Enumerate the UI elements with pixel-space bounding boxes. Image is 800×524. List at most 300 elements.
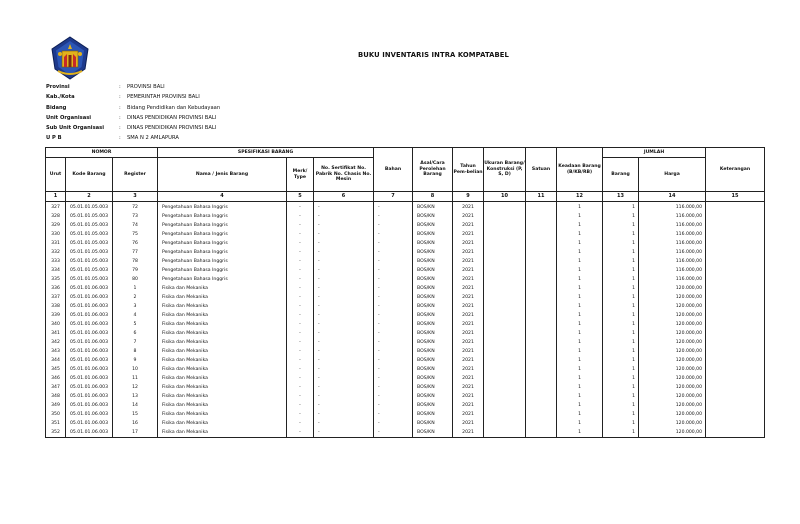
bali-province-emblem-icon xyxy=(48,35,92,81)
table-row xyxy=(46,293,765,302)
table-row xyxy=(46,230,765,239)
cell-register: 14 xyxy=(113,401,158,410)
info-label: Kab./Kota xyxy=(46,94,75,101)
column-header-nama: Nama / Jenis Barang xyxy=(158,158,287,192)
cell-satuan xyxy=(526,221,557,230)
cell-register: 15 xyxy=(113,410,158,419)
cell-nama-barang: Fisika dan Mekanika xyxy=(158,365,287,374)
cell-jumlah-barang: 1 xyxy=(603,212,639,221)
column-header-kode: Kode Barang xyxy=(66,158,113,192)
cell-kode-barang: 05.01.01.06.003 xyxy=(66,419,113,428)
cell-ukuran xyxy=(484,383,526,392)
column-number: 10 xyxy=(484,192,526,202)
cell-register: 7 xyxy=(113,338,158,347)
cell-satuan xyxy=(526,347,557,356)
cell-nama-barang: Fisika dan Mekanika xyxy=(158,347,287,356)
cell-harga: 116.000,00 xyxy=(639,239,706,248)
cell-tahun: 2021 xyxy=(453,311,484,320)
cell-jumlah-barang: 1 xyxy=(603,302,639,311)
column-header-sertifikat: No. Sertifikat No. Pabrik No. Chasis No. Mesin xyxy=(314,158,374,192)
cell-satuan xyxy=(526,401,557,410)
cell-harga: 120.000,00 xyxy=(639,374,706,383)
cell-jumlah-barang: 1 xyxy=(603,401,639,410)
cell-sertifikat: - xyxy=(314,266,374,275)
cell-urut: 351 xyxy=(46,419,66,428)
cell-jumlah-barang: 1 xyxy=(603,365,639,374)
cell-kode-barang: 05.01.01.06.003 xyxy=(66,347,113,356)
column-header-ukuran: Ukuran Barang/ Konstruksi (P, S, D) xyxy=(484,148,526,192)
cell-register: 10 xyxy=(113,365,158,374)
cell-keterangan xyxy=(706,419,765,428)
cell-harga: 120.000,00 xyxy=(639,329,706,338)
cell-tahun: 2021 xyxy=(453,239,484,248)
cell-ukuran xyxy=(484,320,526,329)
column-header-harga: Harga xyxy=(639,158,706,192)
cell-satuan xyxy=(526,212,557,221)
document-title: BUKU INVENTARIS INTRA KOMPATABEL xyxy=(358,51,509,59)
cell-tahun: 2021 xyxy=(453,356,484,365)
cell-jumlah-barang: 1 xyxy=(603,320,639,329)
cell-jumlah-barang: 1 xyxy=(603,338,639,347)
cell-asal: BOS/KN xyxy=(413,293,453,302)
cell-asal: BOS/KN xyxy=(413,338,453,347)
cell-jumlah-barang: 1 xyxy=(603,257,639,266)
cell-bahan: - xyxy=(374,392,413,401)
cell-harga: 120.000,00 xyxy=(639,401,706,410)
cell-harga: 120.000,00 xyxy=(639,311,706,320)
cell-keadaan: 1 xyxy=(557,374,603,383)
cell-sertifikat: - xyxy=(314,383,374,392)
cell-tahun: 2021 xyxy=(453,212,484,221)
table-row xyxy=(46,365,765,374)
cell-tahun: 2021 xyxy=(453,275,484,284)
table-row xyxy=(46,392,765,401)
cell-ukuran xyxy=(484,374,526,383)
cell-ukuran xyxy=(484,347,526,356)
cell-jumlah-barang: 1 xyxy=(603,347,639,356)
info-label: Provinsi xyxy=(46,84,70,90)
info-value: SMA N 2 AMLAPURA xyxy=(127,135,179,142)
cell-keadaan: 1 xyxy=(557,401,603,410)
cell-tahun: 2021 xyxy=(453,284,484,293)
cell-satuan xyxy=(526,365,557,374)
cell-keadaan: 1 xyxy=(557,202,603,213)
cell-nama-barang: Pengetahuan Bahasa Inggris xyxy=(158,230,287,239)
cell-keterangan xyxy=(706,275,765,284)
column-header-register: Register xyxy=(113,158,158,192)
cell-keterangan xyxy=(706,202,765,213)
cell-urut: 330 xyxy=(46,230,66,239)
cell-keterangan xyxy=(706,221,765,230)
cell-nama-barang: Fisika dan Mekanika xyxy=(158,356,287,365)
cell-register: 6 xyxy=(113,329,158,338)
table-row xyxy=(46,338,765,347)
cell-bahan: - xyxy=(374,239,413,248)
column-number: 3 xyxy=(113,192,158,202)
cell-jumlah-barang: 1 xyxy=(603,202,639,213)
cell-keadaan: 1 xyxy=(557,230,603,239)
cell-sertifikat: - xyxy=(314,212,374,221)
cell-bahan: - xyxy=(374,248,413,257)
cell-tahun: 2021 xyxy=(453,302,484,311)
table-row xyxy=(46,329,765,338)
cell-asal: BOS/KN xyxy=(413,392,453,401)
cell-satuan xyxy=(526,383,557,392)
cell-urut: 327 xyxy=(46,202,66,213)
info-label: U P B xyxy=(46,135,62,142)
cell-urut: 338 xyxy=(46,302,66,311)
cell-keterangan xyxy=(706,212,765,221)
cell-bahan: - xyxy=(374,401,413,410)
cell-sertifikat: - xyxy=(314,302,374,311)
column-header-asal: Asal/Cara Perolehan Barang xyxy=(413,148,453,192)
cell-kode-barang: 05.01.01.06.003 xyxy=(66,428,113,438)
cell-bahan: - xyxy=(374,202,413,213)
cell-asal: BOS/KN xyxy=(413,356,453,365)
cell-jumlah-barang: 1 xyxy=(603,239,639,248)
cell-satuan xyxy=(526,266,557,275)
cell-merk: - xyxy=(287,428,314,438)
cell-kode-barang: 05.01.01.06.003 xyxy=(66,356,113,365)
cell-ukuran xyxy=(484,293,526,302)
cell-register: 4 xyxy=(113,311,158,320)
cell-harga: 116.000,00 xyxy=(639,202,706,213)
cell-satuan xyxy=(526,356,557,365)
cell-jumlah-barang: 1 xyxy=(603,275,639,284)
cell-satuan xyxy=(526,239,557,248)
table-row xyxy=(46,284,765,293)
cell-keadaan: 1 xyxy=(557,419,603,428)
cell-ukuran xyxy=(484,392,526,401)
column-number: 4 xyxy=(158,192,287,202)
cell-sertifikat: - xyxy=(314,356,374,365)
cell-harga: 120.000,00 xyxy=(639,428,706,438)
cell-satuan xyxy=(526,293,557,302)
column-number-row xyxy=(46,192,765,202)
cell-nama-barang: Fisika dan Mekanika xyxy=(158,329,287,338)
group-header-spesifikasi: SPESIFIKASI BARANG xyxy=(158,148,374,158)
cell-kode-barang: 05.01.01.05.003 xyxy=(66,275,113,284)
cell-ukuran xyxy=(484,266,526,275)
cell-asal: BOS/KN xyxy=(413,329,453,338)
cell-sertifikat: - xyxy=(314,275,374,284)
cell-satuan xyxy=(526,284,557,293)
cell-harga: 120.000,00 xyxy=(639,356,706,365)
cell-ukuran xyxy=(484,428,526,438)
cell-asal: BOS/KN xyxy=(413,212,453,221)
cell-sertifikat: - xyxy=(314,248,374,257)
cell-asal: BOS/KN xyxy=(413,284,453,293)
cell-jumlah-barang: 1 xyxy=(603,356,639,365)
cell-nama-barang: Pengetahuan Bahasa Inggris xyxy=(158,212,287,221)
cell-satuan xyxy=(526,338,557,347)
column-number: 7 xyxy=(374,192,413,202)
cell-merk: - xyxy=(287,239,314,248)
cell-nama-barang: Fisika dan Mekanika xyxy=(158,419,287,428)
cell-keterangan xyxy=(706,293,765,302)
cell-sertifikat: - xyxy=(314,311,374,320)
cell-bahan: - xyxy=(374,212,413,221)
column-header-merk: Merk/ Type xyxy=(287,158,314,192)
table-row xyxy=(46,410,765,419)
cell-merk: - xyxy=(287,419,314,428)
column-number: 14 xyxy=(639,192,706,202)
cell-harga: 120.000,00 xyxy=(639,338,706,347)
cell-tahun: 2021 xyxy=(453,320,484,329)
cell-register: 8 xyxy=(113,347,158,356)
cell-ukuran xyxy=(484,356,526,365)
cell-kode-barang: 05.01.01.06.003 xyxy=(66,383,113,392)
cell-merk: - xyxy=(287,365,314,374)
cell-keadaan: 1 xyxy=(557,239,603,248)
cell-bahan: - xyxy=(374,293,413,302)
cell-asal: BOS/KN xyxy=(413,248,453,257)
cell-asal: BOS/KN xyxy=(413,320,453,329)
cell-kode-barang: 05.01.01.06.003 xyxy=(66,320,113,329)
cell-harga: 120.000,00 xyxy=(639,419,706,428)
cell-keterangan xyxy=(706,410,765,419)
cell-urut: 337 xyxy=(46,293,66,302)
cell-tahun: 2021 xyxy=(453,329,484,338)
cell-harga: 120.000,00 xyxy=(639,302,706,311)
cell-sertifikat: - xyxy=(314,320,374,329)
cell-register: 9 xyxy=(113,356,158,365)
cell-merk: - xyxy=(287,230,314,239)
cell-merk: - xyxy=(287,248,314,257)
cell-register: 11 xyxy=(113,374,158,383)
cell-urut: 328 xyxy=(46,212,66,221)
cell-satuan xyxy=(526,392,557,401)
cell-tahun: 2021 xyxy=(453,428,484,438)
cell-nama-barang: Fisika dan Mekanika xyxy=(158,320,287,329)
cell-register: 17 xyxy=(113,428,158,438)
info-row-provinsi: Provinsi : PROVINSI BALI xyxy=(46,82,220,92)
cell-nama-barang: Fisika dan Mekanika xyxy=(158,383,287,392)
cell-urut: 347 xyxy=(46,383,66,392)
cell-sertifikat: - xyxy=(314,428,374,438)
cell-jumlah-barang: 1 xyxy=(603,410,639,419)
cell-nama-barang: Pengetahuan Bahasa Inggris xyxy=(158,266,287,275)
cell-merk: - xyxy=(287,329,314,338)
cell-keterangan xyxy=(706,428,765,438)
cell-register: 72 xyxy=(113,202,158,213)
cell-nama-barang: Fisika dan Mekanika xyxy=(158,338,287,347)
info-row-upb: U P B : SMA N 2 AMLAPURA xyxy=(46,133,220,143)
cell-merk: - xyxy=(287,212,314,221)
cell-asal: BOS/KN xyxy=(413,428,453,438)
cell-bahan: - xyxy=(374,356,413,365)
cell-urut: 343 xyxy=(46,347,66,356)
inventory-table xyxy=(45,147,765,438)
cell-bahan: - xyxy=(374,266,413,275)
cell-keadaan: 1 xyxy=(557,302,603,311)
cell-bahan: - xyxy=(374,275,413,284)
cell-harga: 120.000,00 xyxy=(639,392,706,401)
cell-keterangan xyxy=(706,266,765,275)
cell-kode-barang: 05.01.01.06.003 xyxy=(66,392,113,401)
cell-jumlah-barang: 1 xyxy=(603,248,639,257)
table-row xyxy=(46,428,765,438)
cell-bahan: - xyxy=(374,230,413,239)
cell-sertifikat: - xyxy=(314,338,374,347)
cell-harga: 116.000,00 xyxy=(639,257,706,266)
cell-urut: 350 xyxy=(46,410,66,419)
cell-asal: BOS/KN xyxy=(413,221,453,230)
cell-register: 76 xyxy=(113,239,158,248)
cell-asal: BOS/KN xyxy=(413,419,453,428)
cell-keterangan xyxy=(706,383,765,392)
cell-kode-barang: 05.01.01.06.003 xyxy=(66,410,113,419)
cell-harga: 120.000,00 xyxy=(639,365,706,374)
cell-kode-barang: 05.01.01.05.003 xyxy=(66,221,113,230)
cell-sertifikat: - xyxy=(314,202,374,213)
cell-keterangan xyxy=(706,338,765,347)
cell-harga: 116.000,00 xyxy=(639,266,706,275)
cell-ukuran xyxy=(484,410,526,419)
cell-keterangan xyxy=(706,356,765,365)
cell-keadaan: 1 xyxy=(557,293,603,302)
cell-nama-barang: Fisika dan Mekanika xyxy=(158,284,287,293)
column-header-keadaan: Keadaan Barang (B/KB/RB) xyxy=(557,148,603,192)
cell-jumlah-barang: 1 xyxy=(603,230,639,239)
cell-ukuran xyxy=(484,230,526,239)
cell-register: 77 xyxy=(113,248,158,257)
table-row xyxy=(46,374,765,383)
cell-merk: - xyxy=(287,374,314,383)
cell-bahan: - xyxy=(374,257,413,266)
cell-kode-barang: 05.01.01.05.003 xyxy=(66,257,113,266)
cell-satuan xyxy=(526,230,557,239)
cell-ukuran xyxy=(484,212,526,221)
cell-tahun: 2021 xyxy=(453,293,484,302)
cell-ukuran xyxy=(484,401,526,410)
column-header-bahan: Bahan xyxy=(374,148,413,192)
cell-asal: BOS/KN xyxy=(413,311,453,320)
cell-bahan: - xyxy=(374,365,413,374)
cell-harga: 120.000,00 xyxy=(639,383,706,392)
cell-register: 13 xyxy=(113,392,158,401)
cell-harga: 120.000,00 xyxy=(639,347,706,356)
cell-asal: BOS/KN xyxy=(413,374,453,383)
cell-tahun: 2021 xyxy=(453,230,484,239)
cell-bahan: - xyxy=(374,302,413,311)
cell-keadaan: 1 xyxy=(557,329,603,338)
cell-bahan: - xyxy=(374,383,413,392)
table-row xyxy=(46,302,765,311)
cell-keadaan: 1 xyxy=(557,365,603,374)
cell-ukuran xyxy=(484,329,526,338)
cell-merk: - xyxy=(287,275,314,284)
cell-jumlah-barang: 1 xyxy=(603,419,639,428)
cell-ukuran xyxy=(484,257,526,266)
cell-asal: BOS/KN xyxy=(413,302,453,311)
cell-satuan xyxy=(526,257,557,266)
cell-nama-barang: Fisika dan Mekanika xyxy=(158,311,287,320)
cell-tahun: 2021 xyxy=(453,401,484,410)
cell-asal: BOS/KN xyxy=(413,202,453,213)
table-row xyxy=(46,257,765,266)
cell-keterangan xyxy=(706,239,765,248)
cell-satuan xyxy=(526,202,557,213)
cell-register: 16 xyxy=(113,419,158,428)
cell-satuan xyxy=(526,275,557,284)
cell-jumlah-barang: 1 xyxy=(603,221,639,230)
info-value: DINAS PENDIDIKAN PROVINSI BALI xyxy=(127,114,217,121)
cell-urut: 331 xyxy=(46,239,66,248)
cell-kode-barang: 05.01.01.06.003 xyxy=(66,365,113,374)
cell-keadaan: 1 xyxy=(557,311,603,320)
cell-ukuran xyxy=(484,419,526,428)
info-row-unit-organisasi: Unit Organisasi : DINAS PENDIDIKAN PROVINSI BALI xyxy=(46,113,220,123)
cell-urut: 333 xyxy=(46,257,66,266)
cell-keterangan xyxy=(706,248,765,257)
cell-keadaan: 1 xyxy=(557,266,603,275)
cell-sertifikat: - xyxy=(314,239,374,248)
cell-jumlah-barang: 1 xyxy=(603,266,639,275)
cell-nama-barang: Pengetahuan Bahasa Inggris xyxy=(158,202,287,213)
cell-nama-barang: Fisika dan Mekanika xyxy=(158,392,287,401)
table-row xyxy=(46,311,765,320)
cell-register: 74 xyxy=(113,221,158,230)
cell-kode-barang: 05.01.01.05.003 xyxy=(66,248,113,257)
cell-bahan: - xyxy=(374,374,413,383)
cell-ukuran xyxy=(484,239,526,248)
cell-tahun: 2021 xyxy=(453,248,484,257)
cell-keadaan: 1 xyxy=(557,284,603,293)
cell-harga: 120.000,00 xyxy=(639,293,706,302)
cell-ukuran xyxy=(484,365,526,374)
cell-register: 1 xyxy=(113,284,158,293)
table-row xyxy=(46,419,765,428)
document-info xyxy=(46,82,220,144)
cell-kode-barang: 05.01.01.05.003 xyxy=(66,202,113,213)
cell-ukuran xyxy=(484,221,526,230)
cell-harga: 116.000,00 xyxy=(639,212,706,221)
info-value: PROVINSI BALI xyxy=(127,84,165,90)
cell-tahun: 2021 xyxy=(453,266,484,275)
cell-tahun: 2021 xyxy=(453,374,484,383)
cell-urut: 329 xyxy=(46,221,66,230)
column-header-keterangan: Keterangan xyxy=(706,148,765,192)
cell-merk: - xyxy=(287,284,314,293)
column-header-urut: Urut xyxy=(46,158,66,192)
cell-register: 12 xyxy=(113,383,158,392)
group-header-nomor: NOMOR xyxy=(46,148,158,158)
cell-keadaan: 1 xyxy=(557,257,603,266)
cell-asal: BOS/KN xyxy=(413,230,453,239)
column-number: 11 xyxy=(526,192,557,202)
cell-merk: - xyxy=(287,266,314,275)
cell-urut: 339 xyxy=(46,311,66,320)
cell-tahun: 2021 xyxy=(453,392,484,401)
cell-tahun: 2021 xyxy=(453,410,484,419)
cell-urut: 352 xyxy=(46,428,66,438)
cell-keadaan: 1 xyxy=(557,221,603,230)
cell-sertifikat: - xyxy=(314,374,374,383)
cell-kode-barang: 05.01.01.06.003 xyxy=(66,311,113,320)
table-row xyxy=(46,239,765,248)
cell-kode-barang: 05.01.01.06.003 xyxy=(66,401,113,410)
cell-sertifikat: - xyxy=(314,284,374,293)
info-value: Bidang Pendidikan dan Kebudayaan xyxy=(127,104,221,111)
cell-nama-barang: Pengetahuan Bahasa Inggris xyxy=(158,257,287,266)
cell-register: 5 xyxy=(113,320,158,329)
column-header-tahun: Tahun Pem-belian xyxy=(453,148,484,192)
info-value: PEMERINTAH PROVINSI BALI xyxy=(127,94,200,101)
cell-asal: BOS/KN xyxy=(413,365,453,374)
cell-register: 2 xyxy=(113,293,158,302)
cell-jumlah-barang: 1 xyxy=(603,374,639,383)
